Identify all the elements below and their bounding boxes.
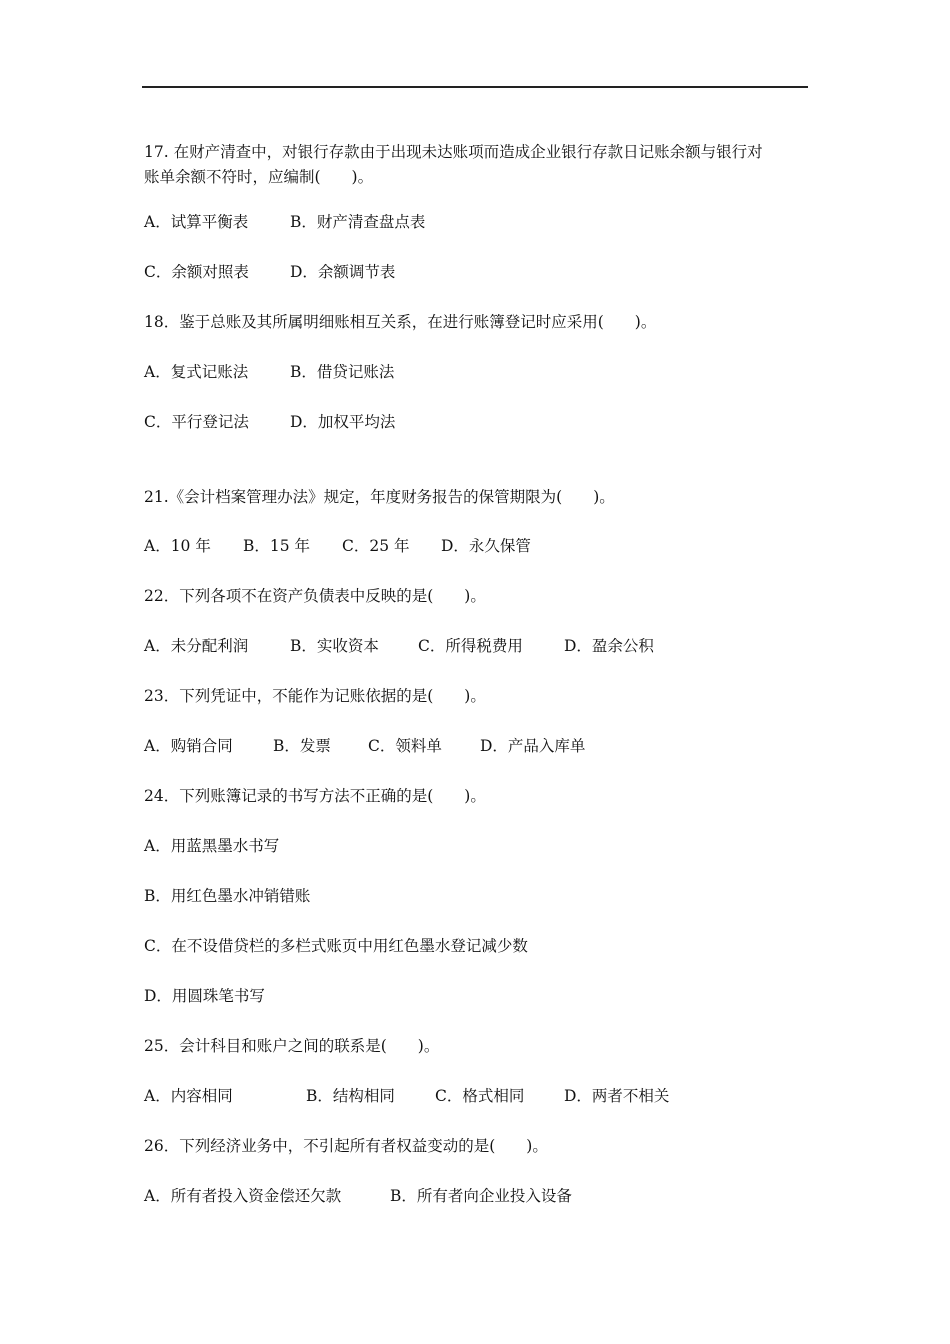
question-stem: 23．下列凭证中，不能作为记账依据的是( )。 (144, 687, 486, 705)
option: A．试算平衡表 (144, 213, 249, 231)
option: D．余额调节表 (290, 263, 396, 281)
option: A．复式记账法 (144, 363, 249, 381)
option: B．所有者向企业投入设备 (390, 1187, 572, 1205)
options-row (144, 1084, 812, 1109)
question-stem: 25．会计科目和账户之间的联系是( )。 (144, 1037, 440, 1055)
option: C．25 年 (342, 537, 410, 555)
options-row (144, 1184, 812, 1209)
question-23 (144, 684, 812, 709)
question-21 (144, 485, 812, 510)
option: A．购销合同 (144, 737, 233, 755)
option: B．发票 (273, 737, 331, 755)
question-26 (144, 1134, 812, 1159)
option: D．盈余公积 (564, 637, 654, 655)
question-stem: 17. 在财产清查中，对银行存款由于出现未达账项而造成企业银行存款日记账余额与银行对 (144, 143, 763, 161)
option: D．两者不相关 (564, 1087, 670, 1105)
options-row (144, 984, 812, 1009)
option: C．余额对照表 (144, 263, 249, 281)
question-stem: 22．下列各项不在资产负债表中反映的是( )。 (144, 587, 486, 605)
question-stem: 21.《会计档案管理办法》规定，年度财务报告的保管期限为( )。 (144, 488, 615, 506)
question-25 (144, 1034, 812, 1059)
option: B．15 年 (243, 537, 311, 555)
options-row (144, 410, 812, 435)
option: C．在不设借贷栏的多栏式账页中用红色墨水登记减少数 (144, 937, 528, 955)
header-rule (142, 86, 808, 88)
option: A．未分配利润 (144, 637, 249, 655)
question-stem: 24．下列账簿记录的书写方法不正确的是( )。 (144, 787, 486, 805)
option: B．结构相同 (306, 1087, 395, 1105)
option: A．所有者投入资金偿还欠款 (144, 1187, 342, 1205)
options-row (144, 210, 812, 235)
options-row (144, 934, 812, 959)
options-row (144, 834, 812, 859)
options-row (144, 534, 812, 559)
option: A．内容相同 (144, 1087, 233, 1105)
question-18 (144, 310, 812, 335)
option: D．用圆珠笔书写 (144, 987, 265, 1005)
option: B．借贷记账法 (290, 363, 395, 381)
question-stem: 账单余额不符时，应编制( )。 (144, 168, 374, 186)
option: D．加权平均法 (290, 413, 396, 431)
option: C．格式相同 (435, 1087, 525, 1105)
option: D．产品入库单 (480, 737, 586, 755)
option: C．所得税费用 (418, 637, 523, 655)
options-row (144, 884, 812, 909)
options-row (144, 260, 812, 285)
options-row (144, 734, 812, 759)
option: C．领料单 (368, 737, 442, 755)
option: A．10 年 (144, 537, 211, 555)
option: D．永久保管 (441, 537, 531, 555)
options-row (144, 360, 812, 385)
question-22 (144, 584, 812, 609)
question-24 (144, 784, 812, 809)
option: A．用蓝黑墨水书写 (144, 837, 280, 855)
question-stem: 26．下列经济业务中，不引起所有者权益变动的是( )。 (144, 1137, 548, 1155)
option: B．用红色墨水冲销错账 (144, 887, 311, 905)
option: C．平行登记法 (144, 413, 249, 431)
options-row (144, 634, 812, 659)
question-17 (144, 140, 812, 190)
question-list (144, 140, 812, 1209)
question-stem: 18．鉴于总账及其所属明细账相互关系，在进行账簿登记时应采用( )。 (144, 313, 657, 331)
option: B．实收资本 (290, 637, 379, 655)
option: B．财产清查盘点表 (290, 213, 426, 231)
